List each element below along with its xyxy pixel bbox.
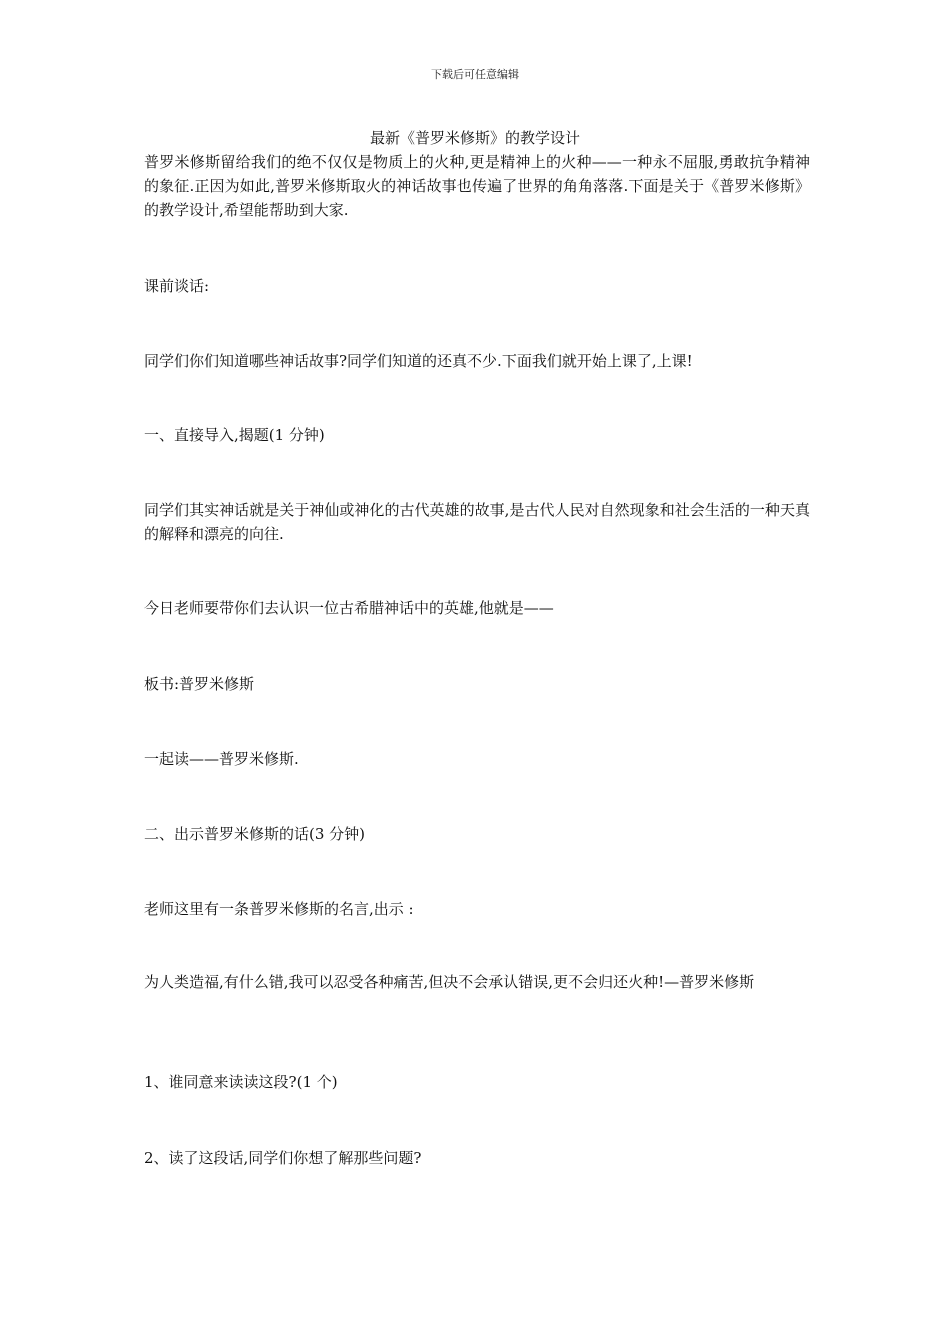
- intro-paragraph: 普罗米修斯留给我们的绝不仅仅是物质上的火种,更是精神上的火种——一种永不屈服,勇敢抗争精神的象征.正因为如此,普罗米修斯取火的神话故事也传遍了世界的角角落落.下面是关于《普罗米修斯》的教学设计,希望能帮助到大家.: [144, 153, 810, 219]
- section-heading-1: 一、直接导入,揭题(1 分钟): [144, 426, 325, 444]
- paragraph-blackboard: 板书:普罗米修斯: [144, 675, 255, 693]
- paragraph-opening-question: 同学们你们知道哪些神话故事?同学们知道的还真不少.下面我们就开始上课了,上课!: [144, 352, 693, 370]
- document-title: 最新《普罗米修斯》的教学设计: [369, 129, 580, 147]
- list-item-2: 2、读了这段话,同学们你想了解那些问题?: [144, 1149, 422, 1167]
- list-item-1: 1、谁同意来读读这段?(1 个): [144, 1073, 338, 1091]
- section-heading-2: 二、出示普罗米修斯的话(3 分钟): [144, 825, 366, 843]
- paragraph-read-together: 一起读——普罗米修斯.: [144, 750, 299, 768]
- paragraph-introduce-hero: 今日老师要带你们去认识一位古希腊神话中的英雄,他就是——: [144, 599, 554, 617]
- paragraph-quote-intro: 老师这里有一条普罗米修斯的名言,出示 :: [144, 900, 414, 918]
- section-pre-class-talk: 课前谈话:: [144, 277, 210, 295]
- paragraph-myth-definition: 同学们其实神话就是关于神仙或神化的古代英雄的故事,是古代人民对自然现象和社会生活的一种天真的解释和漂亮的向往.: [144, 501, 810, 543]
- header-note: 下载后可任意编辑: [431, 68, 519, 81]
- paragraph-quote: 为人类造福,有什么错,我可以忍受各种痛苦,但决不会承认错误,更不会归还火种!—普罗米修斯: [144, 973, 755, 991]
